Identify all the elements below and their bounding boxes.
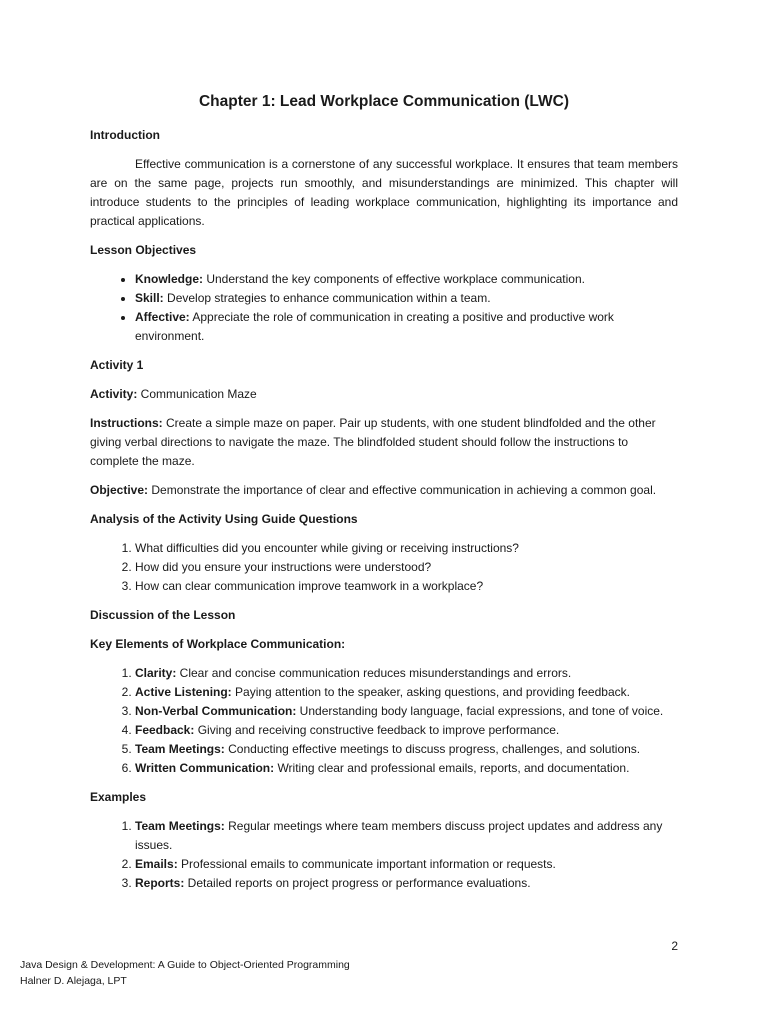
element-label: Active Listening: [135, 685, 232, 699]
objective-paragraph-label: Objective: [90, 483, 149, 497]
element-text: Conducting effective meetings to discuss progress, challenges, and solutions. [224, 742, 641, 756]
example-label: Emails: [135, 857, 178, 871]
document-body [90, 126, 678, 903]
footer-book-title: Java Design & Development: A Guide to Object-Oriented Programming [20, 959, 350, 971]
list-item [135, 664, 678, 683]
example-text: Professional emails to communicate important information or requests. [177, 857, 556, 871]
element-label: Clarity: [135, 666, 177, 680]
element-label: Non-Verbal Communication: [135, 704, 297, 718]
intro-paragraph: Effective communication is a cornerstone of any successful workplace. It ensures that team members are on the same page, projects run smoothly, and misunderstandings are minimized. This chapter will introduce students to the principles of leading workplace communication, highlighting its importance and practical applications. [90, 157, 678, 228]
footer [20, 957, 350, 989]
list-item [135, 702, 678, 721]
element-text: Paying attention to the speaker, asking questions, and providing feedback. [231, 685, 630, 699]
objective-label: Affective: [135, 310, 190, 324]
analysis-heading: Analysis of the Activity Using Guide Questions [90, 512, 358, 526]
list-item: 3. How can clear communication improve teamwork in a workplace? [135, 577, 678, 596]
footer-author: Halner D. Alejaga, LPT [20, 975, 127, 987]
questions-list [90, 539, 678, 596]
activity-line [90, 385, 678, 404]
example-label: Team Meetings: [135, 819, 225, 833]
element-text: Writing clear and professional emails, reports, and documentation. [274, 761, 630, 775]
instructions-label: Instructions: [90, 416, 163, 430]
activity-text: Communication Maze [137, 387, 257, 401]
element-label: Written Communication: [135, 761, 275, 775]
element-label: Feedback: [135, 723, 195, 737]
list-item [135, 270, 678, 289]
objective-paragraph [90, 481, 678, 500]
list-item [135, 308, 678, 346]
example-label: Reports: [135, 876, 185, 890]
objectives-list [90, 270, 678, 346]
key-elements-list [90, 664, 678, 778]
list-item [135, 817, 678, 855]
activity-label: Activity: [90, 387, 138, 401]
instructions-text: Create a simple maze on paper. Pair up students, with one student blindfolded and the other giving verbal directions to navigate the maze. The blindfolded student should follow the instructions to complete the maze. [90, 416, 656, 468]
element-text: Understanding body language, facial expressions, and tone of voice. [296, 704, 664, 718]
page-title: Chapter 1: Lead Workplace Communication (LWC) [198, 93, 570, 110]
list-item [135, 759, 678, 778]
activity-heading: Activity 1 [90, 358, 144, 372]
example-text: Regular meetings where team members discuss project updates and address any issues. [135, 819, 663, 852]
objective-text: Develop strategies to enhance communication within a team. [163, 291, 491, 305]
list-item [135, 740, 678, 759]
objective-text: Appreciate the role of communication in creating a positive and productive work environment. [135, 310, 614, 343]
list-item [135, 721, 678, 740]
list-item: 2. How did you ensure your instructions were understood? [135, 558, 678, 577]
element-label: Team Meetings: [135, 742, 225, 756]
list-item [135, 683, 678, 702]
examples-heading: Examples [90, 790, 147, 804]
objective-text: Understand the key components of effective workplace communication. [203, 272, 585, 286]
list-item: 1. What difficulties did you encounter while giving or receiving instructions? [135, 539, 678, 558]
list-item [135, 874, 678, 893]
element-text: Clear and concise communication reduces misunderstandings and errors. [176, 666, 572, 680]
example-text: Detailed reports on project progress or performance evaluations. [184, 876, 531, 890]
objective-paragraph-text: Demonstrate the importance of clear and effective communication in achieving a common goal. [148, 483, 657, 497]
discussion-heading: Discussion of the Lesson [90, 608, 236, 622]
key-elements-heading: Key Elements of Workplace Communication: [90, 637, 346, 651]
objective-label: Knowledge: [135, 272, 203, 286]
instructions-paragraph [90, 414, 678, 471]
page-number: 2 [671, 939, 678, 953]
list-item [135, 855, 678, 874]
examples-list [90, 817, 678, 893]
element-text: Giving and receiving constructive feedback to improve performance. [194, 723, 560, 737]
objectives-heading: Lesson Objectives [90, 243, 197, 257]
objective-label: Skill: [135, 291, 164, 305]
intro-heading: Introduction [90, 128, 160, 142]
list-item [135, 289, 678, 308]
